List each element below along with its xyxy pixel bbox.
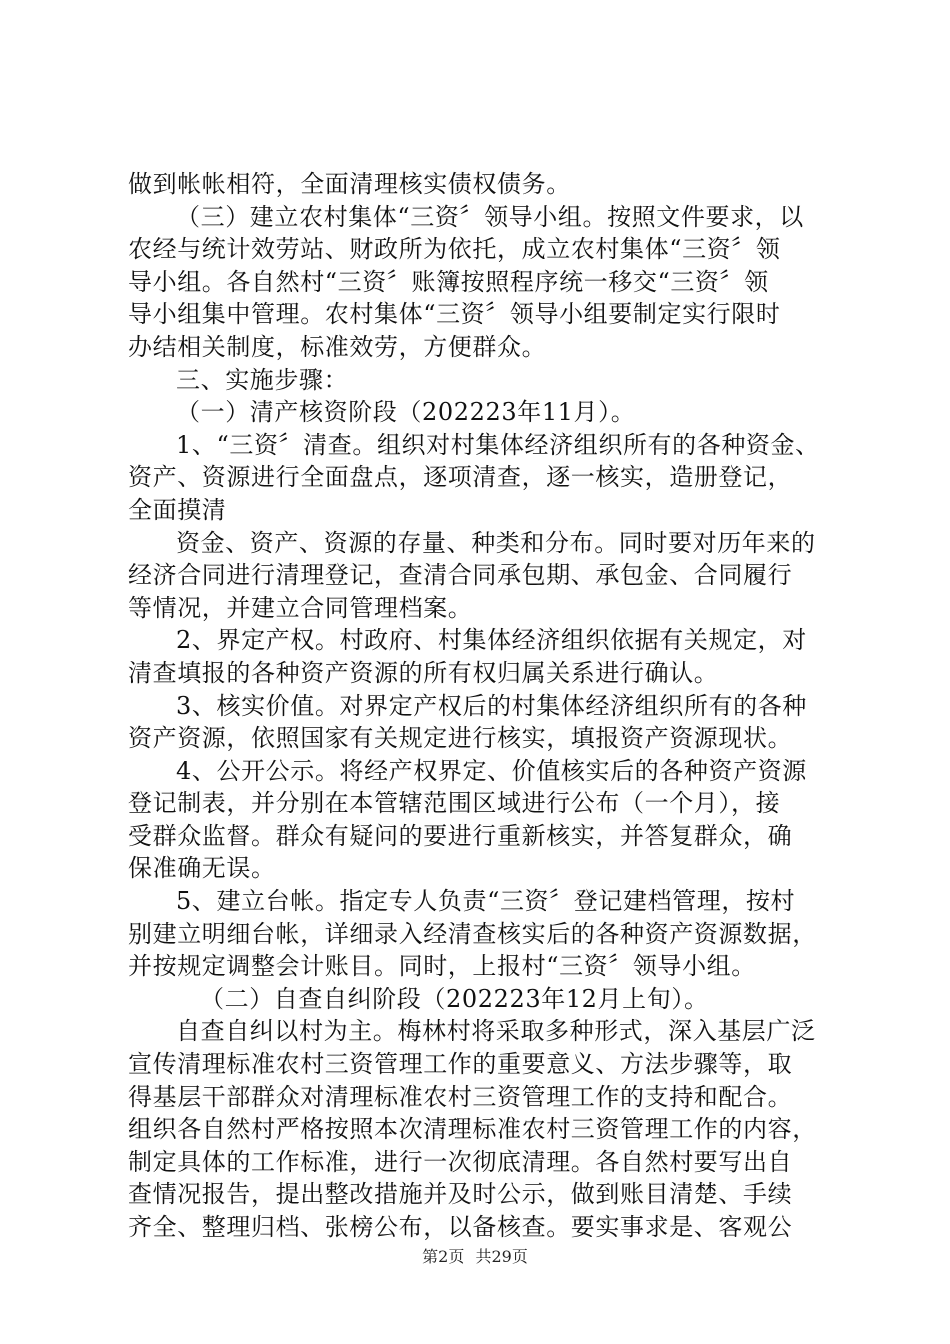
text-line: 资产资源，依照国家有关规定进行核实，填报资产资源现状。 xyxy=(128,724,793,753)
text-line: （三）建立农村集体“三资〞领导小组。按照文件要求，以 xyxy=(176,202,804,231)
text-line: 导小组集中管理。农村集体“三资〞领导小组要制定实行限时 xyxy=(128,300,781,329)
subsection-heading: （一）清产核资阶段（202223年11月）。 xyxy=(176,398,636,427)
text-line: 得基层干部群众对清理标准农村三资管理工作的支持和配合。 xyxy=(128,1082,793,1111)
subsection-heading: （二）自查自纠阶段（202223年12月上旬）。 xyxy=(200,984,709,1013)
text-line: 导小组。各自然村“三资〞账簿按照程序统一移交“三资〞领 xyxy=(128,267,769,296)
document-body xyxy=(128,168,828,1244)
text-line: 受群众监督。群众有疑问的要进行重新核实，并答复群众，确 xyxy=(128,821,793,850)
text-line: 4、公开公示。将经产权界定、价值核实后的各种资产资源 xyxy=(176,756,807,785)
page-footer xyxy=(0,1244,950,1267)
text-line: 自查自纠以村为主。梅林村将采取多种形式，深入基层广泛 xyxy=(176,1017,816,1046)
text-line: 做到帐帐相符，全面清理核实债权债务。 xyxy=(128,170,571,198)
text-line: 组织各自然村严格按照本次清理标准农村三资管理工作的内容， xyxy=(128,1115,817,1144)
text-line: 宣传清理标准农村三资管理工作的重要意义、方法步骤等，取 xyxy=(128,1050,793,1079)
text-line: 3、核实价值。对界定产权后的村集体经济组织所有的各种 xyxy=(176,691,807,720)
page-total: 共29页 xyxy=(475,1247,528,1266)
text-line: 制定具体的工作标准，进行一次彻底清理。各自然村要写出自 xyxy=(128,1147,793,1176)
text-line: 登记制表，并分别在本管辖范围区域进行公布（一个月），接 xyxy=(128,789,781,818)
text-line: 并按规定调整会计账目。同时，上报村“三资〞领导小组。 xyxy=(128,952,756,981)
text-line: 5、建立台帐。指定专人负责“三资〞登记建档管理，按村 xyxy=(176,887,796,916)
text-line: 齐全、整理归档、张榜公布，以备核查。要实事求是、客观公 xyxy=(128,1213,793,1241)
text-line: 资产、资源进行全面盘点，逐项清查，逐一核实，造册登记， xyxy=(128,463,793,492)
text-line: 等情况，并建立合同管理档案。 xyxy=(128,593,473,622)
page-number: 第2页 xyxy=(422,1247,465,1266)
text-line: 保准确无误。 xyxy=(128,854,276,883)
text-line: 全面摸清 xyxy=(128,495,227,524)
text-line: 别建立明细台帐，详细录入经清查核实后的各种资产资源数据， xyxy=(128,919,817,948)
text-line: 1、“三资〞清查。组织对村集体经济组织所有的各种资金、 xyxy=(176,430,820,459)
text-line: 查情况报告，提出整改措施并及时公示，做到账目清楚、手续 xyxy=(128,1180,793,1209)
section-heading: 三、实施步骤： xyxy=(176,365,349,394)
text-line: 经济合同进行清理登记，查清合同承包期、承包金、合同履行 xyxy=(128,561,793,590)
text-line: 资金、资产、资源的存量、种类和分布。同时要对历年来的 xyxy=(176,528,816,557)
text-line: 农经与统计效劳站、财政所为依托，成立农村集体“三资〞领 xyxy=(128,235,781,264)
text-line: 2、界定产权。村政府、村集体经济组织依据有关规定，对 xyxy=(176,626,807,655)
text-line: 办结相关制度，标准效劳，方便群众。 xyxy=(128,332,547,361)
text-line: 清查填报的各种资产资源的所有权归属关系进行确认。 xyxy=(128,658,719,687)
